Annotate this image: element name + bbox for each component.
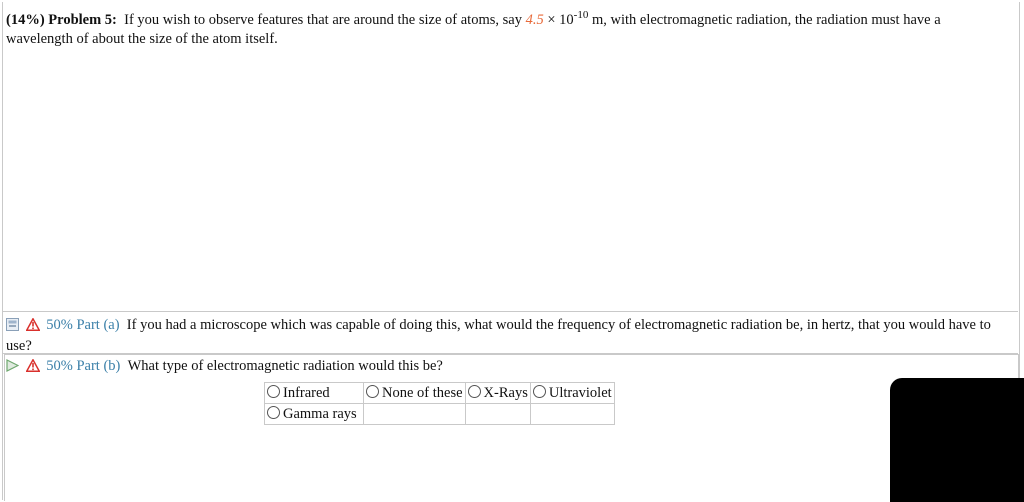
option-label[interactable]: Gamma rays: [283, 405, 357, 422]
problem-text-after: m, with electromagnetic radiation, the radiation must have a wavelength of about the size of the atom itself.: [6, 12, 941, 47]
collapse-box-icon[interactable]: [6, 318, 19, 337]
part-b-percent: 50%: [46, 358, 73, 374]
problem-times: × 10: [547, 12, 574, 28]
warning-triangle-icon: [26, 359, 40, 378]
radio-none-of-these[interactable]: [366, 385, 379, 398]
problem-value: 4.5: [525, 12, 544, 28]
radio-ultraviolet[interactable]: [533, 385, 546, 398]
part-b-question: What type of electromagnetic radiation would this be?: [127, 358, 443, 374]
problem-title: Problem 5:: [48, 12, 117, 28]
empty-cell: [465, 404, 530, 425]
radio-infrared[interactable]: [267, 385, 280, 398]
warning-triangle-icon: [26, 318, 40, 337]
option-cell[interactable]: [265, 404, 364, 425]
part-a-percent: 50%: [46, 317, 73, 333]
radio-gamma-rays[interactable]: [267, 406, 280, 419]
radio-x-rays[interactable]: [468, 385, 481, 398]
answer-options-table: [264, 382, 615, 425]
option-cell[interactable]: [364, 383, 466, 404]
part-b-label[interactable]: Part (b): [76, 358, 121, 374]
option-cell[interactable]: [530, 383, 614, 404]
option-cell[interactable]: [265, 383, 364, 404]
problem-weight: (14%): [6, 12, 45, 28]
option-label[interactable]: X-Rays: [483, 384, 528, 401]
problem-exponent: -10: [573, 9, 589, 21]
problem-text-before: If you wish to observe features that are around the size of atoms, say: [124, 12, 522, 28]
problem-statement: [6, 11, 1011, 49]
option-cell[interactable]: [465, 383, 530, 404]
option-label[interactable]: Ultraviolet: [548, 384, 612, 401]
part-a-label[interactable]: Part (a): [76, 317, 120, 333]
overlay-panel: [890, 378, 1024, 502]
part-a-question: If you had a microscope which was capable of doing this, what would the frequency of electromagnetic radiation be, in hertz, that you would have to use?: [6, 317, 991, 354]
empty-cell: [364, 404, 466, 425]
option-label[interactable]: Infrared: [283, 384, 330, 401]
option-label[interactable]: None of these: [382, 384, 463, 401]
expand-arrow-icon[interactable]: [6, 359, 19, 378]
empty-cell: [530, 404, 614, 425]
part-a-divider: [2, 311, 1018, 312]
part-a-row[interactable]: [6, 316, 1018, 356]
part-b-row[interactable]: [6, 357, 443, 378]
